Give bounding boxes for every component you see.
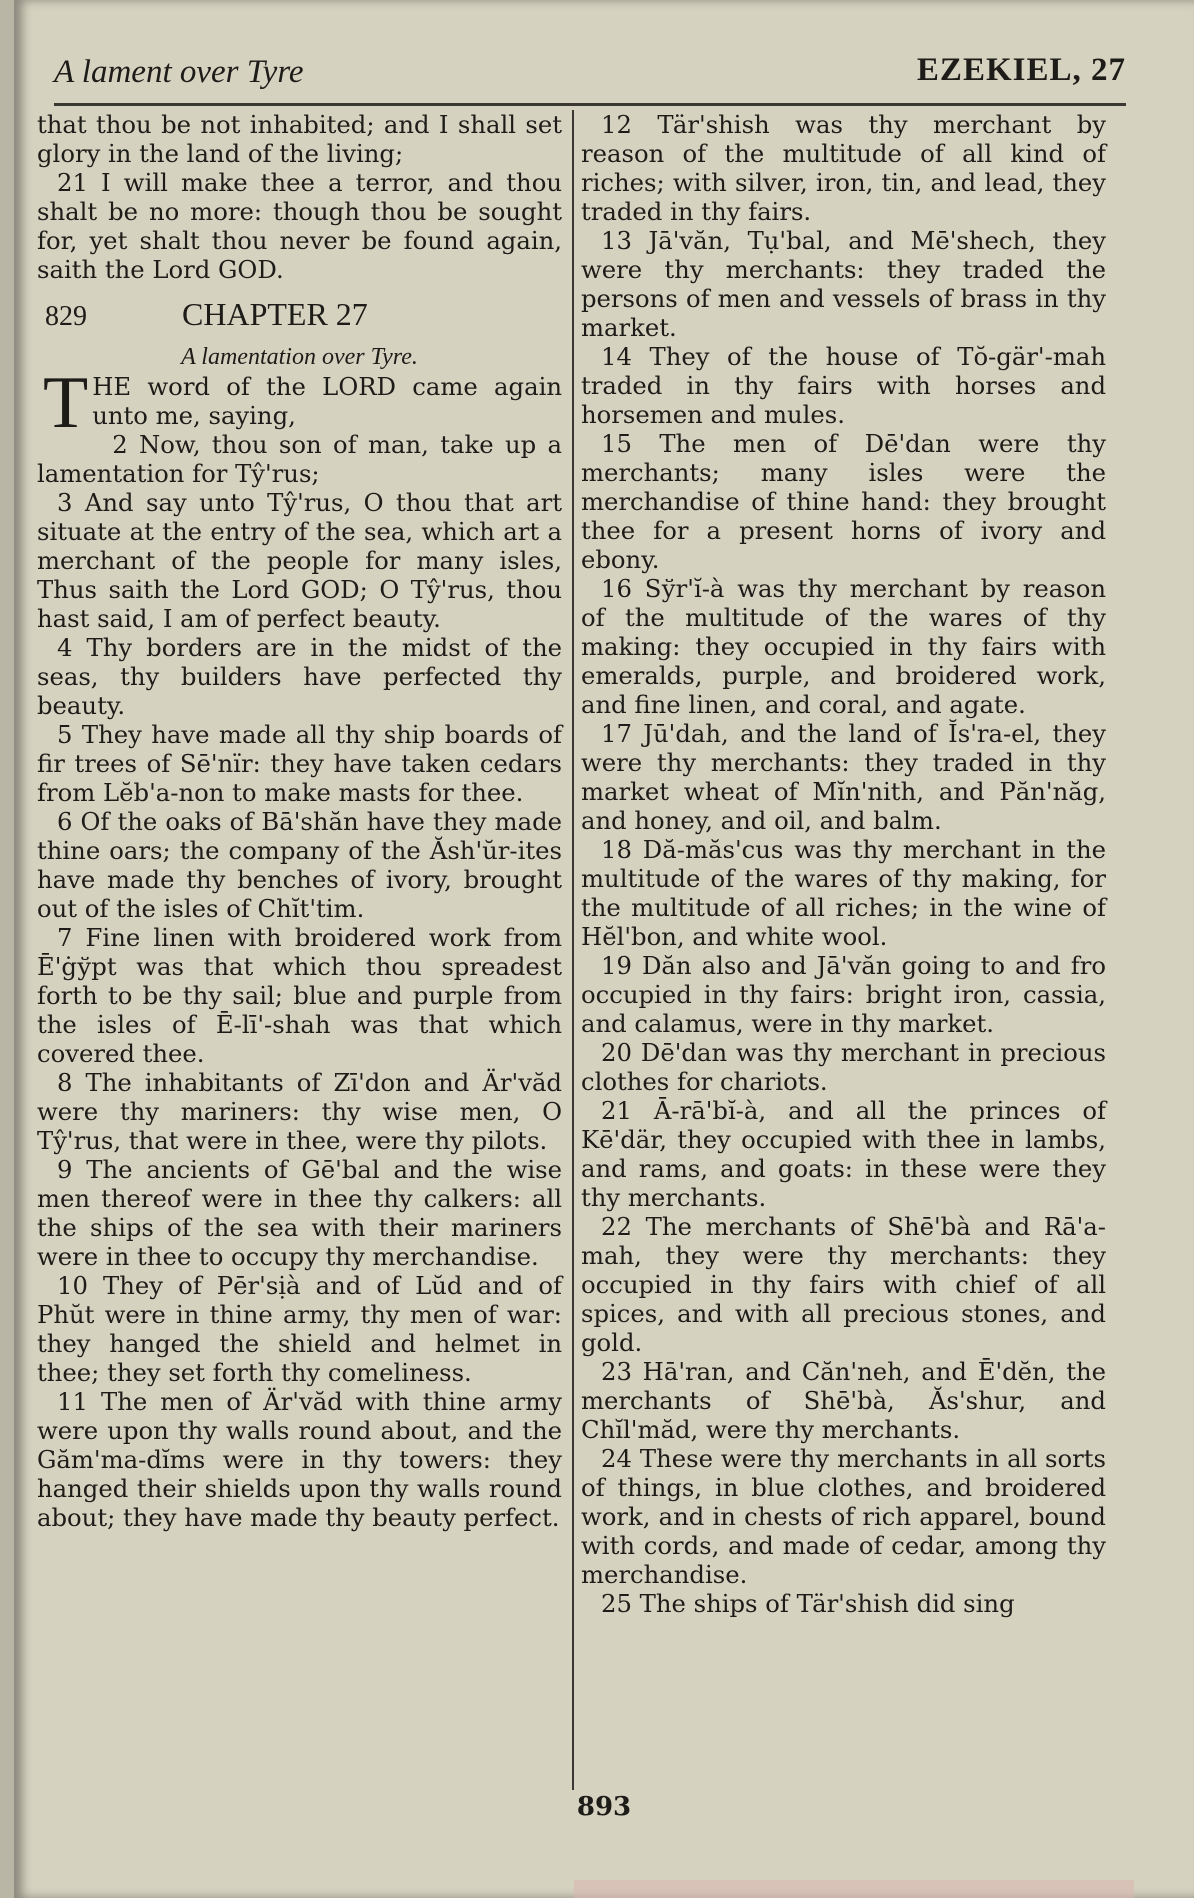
verse-8: 8 The inhabitants of Zī'don and Är'văd were thy mariners: thy wise men, O Tŷ'rus, that were in thee, were thy pilots. — [37, 1068, 562, 1155]
right-column — [581, 110, 1106, 1618]
header-rule — [54, 103, 1126, 106]
verse-11: 11 The men of Är'văd with thine army were upon thy walls round about, and the Găm'ma-dĭms were in thy towers: they hanged their shields upon thy walls round about; they have made thy beauty perfect. — [37, 1387, 562, 1532]
verse-10: 10 They of Pēr'sịà and of Lŭd and of Phŭt were in thine army, thy men of war: they hanged the shield and helmet in thee; they set forth thy comeliness. — [37, 1271, 562, 1387]
verse-25: 25 The ships of Tär'shish did sing — [601, 1589, 1015, 1618]
verse-3: 3 And say unto Tŷ'rus, O thou that art situate at the entry of the sea, which art a merchant of the people for many isles, Thus saith the Lord GOD; O Tŷ'rus, thou hast said, I am of perfect beauty. — [37, 488, 562, 633]
left-column — [37, 110, 562, 1532]
verse-21: 21 I will make thee a terror, and thou shalt be no more: though thou be sought for, yet shalt thou never be found again, saith the Lord GOD. — [37, 168, 562, 284]
header-section-title: A lament over Tyre — [54, 54, 304, 90]
verse-23: 23 Hā'ran, and Căn'neh, and Ē'dĕn, the merchants of Shē'bà, Ăs'shur, and Chĭl'măd, were thy merchants. — [581, 1357, 1106, 1444]
verse-16: 16 Sўr'ĭ-à was thy merchant by reason of the multitude of the wares of thy making: they occupied in thy fairs with emeralds, purple, and broidered work, and fine linen, and coral, and agate. — [581, 574, 1106, 719]
chapter-summary: A lamentation over Tyre. — [181, 344, 418, 370]
verse-7: 7 Fine linen with broidered work from Ē'ġўpt was that which thou spreadest forth to be thy sail; blue and purple from the isles of Ē-lī'-shah was that which covered thee. — [37, 923, 562, 1068]
verse-17: 17 Jū'dah, and the land of Ĭs'ra-el, they were thy merchants: they traded in thy market wheat of Mĭn'nith, and Păn'năg, and honey, and oil, and balm. — [581, 719, 1106, 835]
verse-1-text: HE word of the LORD came again unto me, saying, — [92, 372, 562, 430]
column-divider — [572, 110, 574, 1790]
verse-12: 12 Tär'shish was thy merchant by reason of the multitude of all kind of riches; with silver, iron, tin, and lead, they traded in thy fairs. — [581, 110, 1106, 226]
bible-page — [14, 0, 1194, 1898]
chapter-heading — [37, 296, 562, 342]
running-header — [54, 48, 1126, 98]
verse-9: 9 The ancients of Gē'bal and the wise men thereof were in thee thy calkers: all the ships of the sea with their mariners were in thee to occupy thy merchandise. — [37, 1155, 562, 1271]
verse-18: 18 Dă-măs'cus was thy merchant in the multitude of the wares of thy making, for the multitude of all riches; in the wine of Hĕl'bon, and white wool. — [581, 835, 1106, 951]
verse-continuation: that thou be not inhabited; and I shall set glory in the land of the living; — [37, 110, 562, 168]
verse-21-right: 21 Ā-rā'bĭ-à, and all the princes of Kē'där, they occupied with thee in lambs, and rams, and goats: in these were they thy merchants. — [581, 1096, 1106, 1212]
verse-13: 13 Jā'văn, Tụ'bal, and Mē'shech, they were thy merchants: they traded the persons of men and vessels of brass in thy market. — [581, 226, 1106, 342]
verse-14: 14 They of the house of Tŏ-gär'-mah traded in thy fairs with horses and horsemen and mules. — [581, 342, 1106, 429]
verse-2: 2 Now, thou son of man, take up a lamentation for Tŷ'rus; — [37, 430, 562, 488]
verse-22: 22 The merchants of Shē'bà and Rā'a-mah, they were thy merchants: they occupied in thy fairs with chief of all spices, and with all precious stones, and gold. — [581, 1212, 1106, 1357]
header-book-chapter: EZEKIEL, 27 — [916, 52, 1126, 88]
verse-15: 15 The men of Dē'dan were thy merchants; many isles were the merchandise of thine hand: they brought thee for a present horns of ivory and ebony. — [581, 429, 1106, 574]
verse-5: 5 They have made all thy ship boards of fir trees of Sē'nïr: they have taken cedars from Lĕb'a-non to make masts for thee. — [37, 720, 562, 807]
drop-cap: T — [43, 362, 89, 444]
page-number: 893 — [576, 1792, 632, 1822]
verse-19: 19 Dăn also and Jā'văn going to and fro occupied in thy fairs: bright iron, cassia, and calamus, were in thy market. — [581, 951, 1106, 1038]
paper-stain — [574, 1880, 1134, 1898]
verse-20: 20 Dē'dan was thy merchant in precious clothes for chariots. — [581, 1038, 1106, 1096]
verse-24: 24 These were thy merchants in all sorts of things, in blue clothes, and broidered work, and in chests of rich apparel, bound with cords, and made of cedar, among thy merchandise. — [581, 1444, 1106, 1589]
verse-4: 4 Thy borders are in the midst of the seas, thy builders have perfected thy beauty. — [37, 633, 562, 720]
verse-1 — [37, 362, 562, 444]
chapter-title: CHAPTER 27 — [182, 296, 368, 332]
chapter-reference-number: 829 — [45, 301, 87, 332]
verse-6: 6 Of the oaks of Bā'shăn have they made thine oars; the company of the Ăsh'ŭr-ites have made thy benches of ivory, brought out of the isles of Chĭt'tim. — [37, 807, 562, 923]
